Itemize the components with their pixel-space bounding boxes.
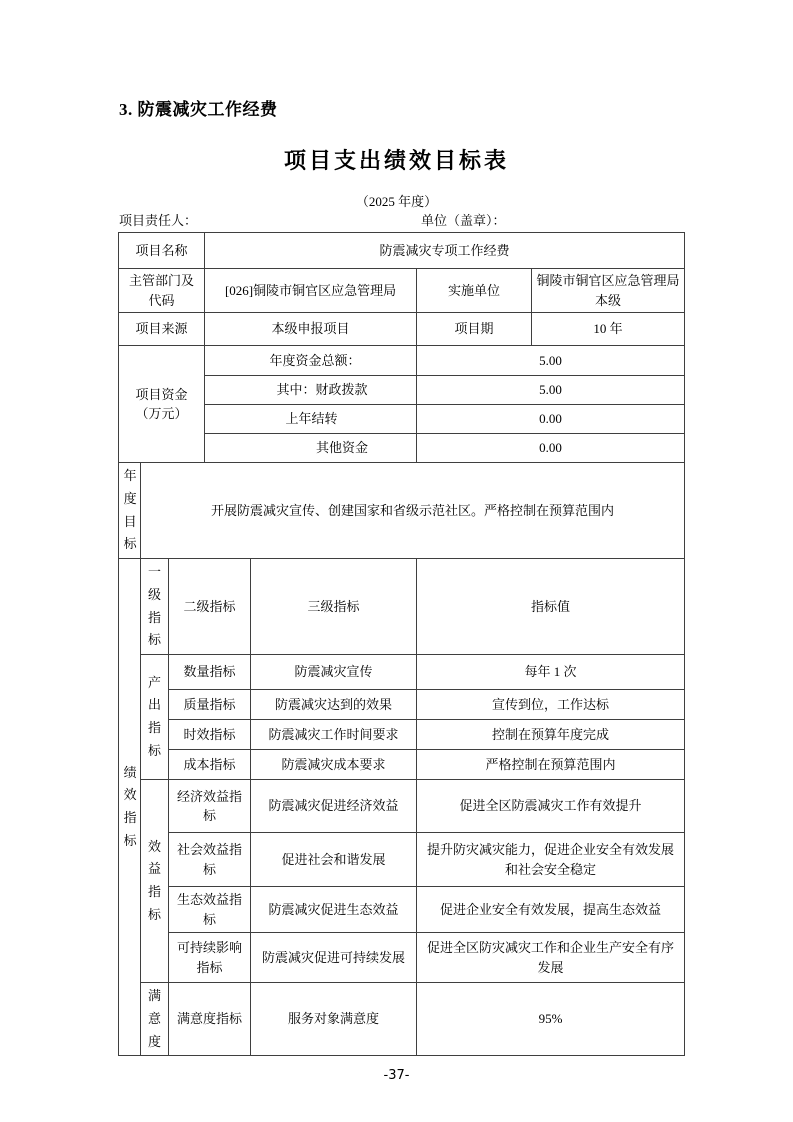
- indicator-level2-cell: 满意度指标: [169, 983, 251, 1056]
- project-name-value-cell: 防震减灾专项工作经费: [205, 233, 685, 269]
- funding-row-label: 上年结转: [205, 405, 417, 434]
- indicator-level2-cell: 社会效益指标: [169, 833, 251, 887]
- table-row: [119, 983, 685, 1056]
- unit-seal-label: 单位（盖章）：: [421, 213, 506, 228]
- impl-unit-value-cell: 铜陵市铜官区应急管理局本级: [532, 269, 685, 313]
- benefit-group-label: 效益指标: [147, 838, 161, 922]
- indicator-level2-cell: 经济效益指标: [169, 780, 251, 833]
- funding-row-label: 其他资金: [205, 434, 417, 463]
- indicator-value-cell: 促进企业安全有效发展，提高生态效益: [417, 887, 685, 933]
- indicator-level3-cell: 防震减灾促进生态效益: [251, 887, 417, 933]
- performance-indicator-label: 绩效指标: [123, 764, 137, 848]
- table-row: [119, 887, 685, 933]
- indicator-level2-cell: 数量指标: [169, 655, 251, 690]
- table-row: [119, 559, 685, 655]
- indicator-level3-cell: 防震减灾促进可持续发展: [251, 933, 417, 983]
- table-row: [119, 720, 685, 750]
- impl-unit-label-cell: 实施单位: [417, 269, 532, 313]
- indicator-level2-cell: 成本指标: [169, 750, 251, 780]
- output-group-label: 产出指标: [147, 674, 161, 758]
- satisfaction-group-label: 满意度: [147, 988, 161, 1049]
- indicator-level3-cell: 服务对象满意度: [251, 983, 417, 1056]
- indicator-level2-cell: 质量指标: [169, 690, 251, 720]
- funding-row-value: 0.00: [417, 405, 685, 434]
- indicator-level3-cell: 防震减灾促进经济效益: [251, 780, 417, 833]
- period-value-cell: 10 年: [532, 313, 685, 346]
- annual-goal-label: 年度目标: [123, 468, 137, 552]
- benefit-group-label-cell: [141, 780, 169, 983]
- indicator-value-cell: 促进全区防震减灾工作有效提升: [417, 780, 685, 833]
- funding-row-value: 5.00: [417, 376, 685, 405]
- table-row: [119, 655, 685, 690]
- indicator-value-cell: 提升防灾减灾能力，促进企业安全有效发展和社会安全稳定: [417, 833, 685, 887]
- source-value-cell: 本级申报项目: [205, 313, 417, 346]
- funding-group-label-cell: 项目资金（万元）: [119, 346, 205, 463]
- table-row: [119, 833, 685, 887]
- dept-value-cell: [026]铜陵市铜官区应急管理局: [205, 269, 417, 313]
- indicator-level2-cell: 可持续影响指标: [169, 933, 251, 983]
- table-row: [119, 313, 685, 346]
- indicator-level3-cell: 防震减灾成本要求: [251, 750, 417, 780]
- indicator-level2-cell: 时效指标: [169, 720, 251, 750]
- indicator-value-cell: 每年 1 次: [417, 655, 685, 690]
- doc-title: 项目支出绩效目标表: [283, 148, 509, 173]
- indicator-level2-cell: 生态效益指标: [169, 887, 251, 933]
- annual-goal-content-cell: 开展防震减灾宣传、创建国家和省级示范社区。严格控制在预算范围内: [141, 463, 685, 559]
- funding-row-label: 年度资金总额：: [205, 346, 417, 376]
- performance-indicator-label-cell: [119, 559, 141, 1056]
- doc-subtitle: （2025 年度）: [355, 194, 438, 209]
- level1-header: 一级指标: [147, 564, 161, 648]
- period-label-cell: 项目期: [417, 313, 532, 346]
- table-row: [119, 463, 685, 559]
- dept-label-cell: 主管部门及代码: [119, 269, 205, 313]
- output-group-label-cell: [141, 655, 169, 780]
- indicator-value-cell: 宣传到位，工作达标: [417, 690, 685, 720]
- table-row: [119, 233, 685, 269]
- indicator-level3-cell: 防震减灾达到的效果: [251, 690, 417, 720]
- annual-goal-label-cell: [119, 463, 141, 559]
- funding-row-value: 5.00: [417, 346, 685, 376]
- source-label-cell: 项目来源: [119, 313, 205, 346]
- level2-header-cell: 二级指标: [169, 559, 251, 655]
- funding-row-value: 0.00: [417, 434, 685, 463]
- indicator-level3-cell: 防震减灾宣传: [251, 655, 417, 690]
- indicator-value-cell: 促进全区防灾减灾工作和企业生产安全有序发展: [417, 933, 685, 983]
- project-name-label-cell: 项目名称: [119, 233, 205, 269]
- performance-target-table: [118, 232, 685, 1056]
- table-row: [119, 750, 685, 780]
- level3-header-cell: 三级指标: [251, 559, 417, 655]
- table-row: [119, 690, 685, 720]
- indicator-value-cell: 控制在预算年度完成: [417, 720, 685, 750]
- value-header-cell: 指标值: [417, 559, 685, 655]
- table-row: [119, 346, 685, 376]
- table-row: [119, 933, 685, 983]
- indicator-value-cell: 严格控制在预算范围内: [417, 750, 685, 780]
- responsible-person-label: 项目责任人：: [119, 213, 198, 228]
- satisfaction-group-label-cell: [141, 983, 169, 1056]
- table-row: [119, 780, 685, 833]
- page-number: -37-: [383, 1068, 410, 1083]
- section-heading: 3. 防震减灾工作经费: [119, 100, 278, 119]
- indicator-level3-cell: 防震减灾工作时间要求: [251, 720, 417, 750]
- level1-header-cell: [141, 559, 169, 655]
- table-row: [119, 269, 685, 313]
- indicator-value-cell: 95%: [417, 983, 685, 1056]
- indicator-level3-cell: 促进社会和谐发展: [251, 833, 417, 887]
- funding-row-label: 其中：财政拨款: [205, 376, 417, 405]
